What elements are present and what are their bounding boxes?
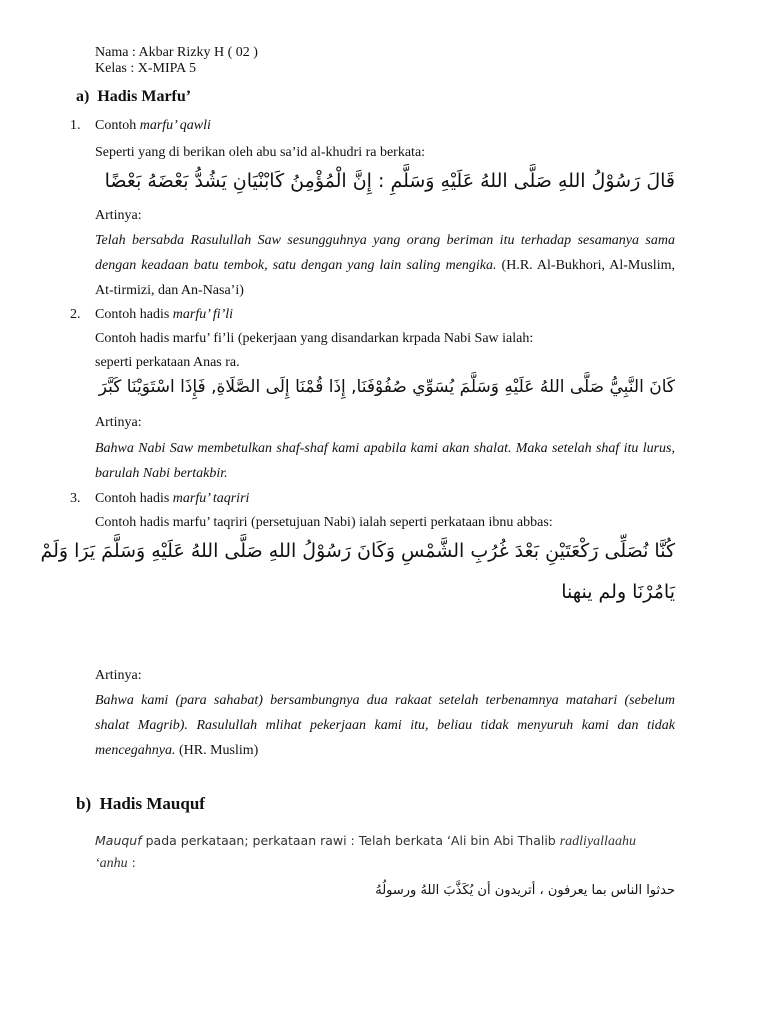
section-a-label: a) [76,88,90,105]
item-2-translation: Bahwa Nabi Saw membetulkan shaf-shaf kami apabila kami akan shalat. Maka setelah shaf itu lurus, barulah Nabi bertakbir. [95,441,675,481]
item-1-intro: Seperti yang di berikan oleh abu sa’id al-khudri ra berkata: [95,145,426,160]
section-b-title: Hadis Mauquf [99,794,205,813]
item-3-prefix: Contoh hadis [95,491,173,506]
item-2-artinya-label: Artinya: [95,415,142,430]
item-2-line1: Contoh hadis marfu’ fi’li (pekerjaan yang disandarkan krpada Nabi Saw ialah: [95,331,534,346]
item-2-arabic: كَانَ النَّبِيُّ صَلَّى اللهُ عَلَيْهِ وَسَلَّمَ يُسَوِّي صُفُوْفَنَا, إِذَا قُمْنَا إِلَى الصَّلَاةِ, فَإِذَا اسْتَوَيْنَا كَبَّرَ [98,377,675,397]
item-1-translation [95,228,675,303]
item-2-number: 2. [70,307,81,322]
student-class: Kelas : X-MIPA 5 [95,61,196,76]
item-3-translation-ref: (HR. Muslim) [175,743,259,758]
section-b-intro-italic: radliyallaahu [559,834,636,849]
section-b-arabic: حدثوا الناس بما يعرفون ، أتريدون أن يُكَذَّبَ اللهُ ورسولُهُ [375,883,675,898]
section-a-heading [76,89,191,105]
item-3-line1: Contoh hadis marfu’ taqriri (persetujuan Nabi) ialah seperti perkataan ibnu abbas: [95,515,553,530]
item-2-term: marfu’ fi’li [172,307,234,322]
item-2-prefix: Contoh hadis [95,307,173,322]
item-1-prefix: Contoh [95,118,140,133]
section-b-intro-line2-italic: ‘anhu [95,856,128,871]
section-b-intro-mid: pada perkataan; perkataan rawi : Telah berkata ‘Ali bin Abi Thalib [141,833,560,848]
item-1-arabic: قَالَ رَسُوْلُ اللهِ صَلَّى اللهُ عَلَيْهِ وَسَلَّمِ : إِنَّ الْمُؤْمِنُ كَابْنْيَانِ يَشُدُّ بَعْضَهُ بَعْضًا [104,170,675,192]
section-a-title: Hadis Marfu’ [97,88,192,105]
item-1-translation-text: Telah bersabda Rasulullah Saw sesungguhnya yang orang beriman itu terhadap sesamanya sama dengan keadaan batu tembok, satu dengan yang lain saling mengika. [95,233,675,273]
student-name: Nama : Akbar Rizky H ( 02 ) [95,45,258,60]
item-1-artinya-label: Artinya: [95,208,142,223]
section-b-intro-line2 [95,855,136,872]
item-3-term: marfu’ taqriri [172,491,250,506]
item-1-term: marfu’ qawli [139,118,211,133]
item-3-arabic-line1: كُنَّا نُصَلِّى رَكْعَتَيْنِ بَعْدَ غُرُبِ الشَّمْسِ وَكَانَ رَسُوْلُ اللهِ صَلَّى اللهُ عَلَيْهِ وَسَلَّمَ يَرَا وَلَمْ [40,540,675,562]
section-b-term: Mauquf [95,833,142,848]
section-b-label: b) [76,794,92,813]
item-3-translation [95,688,675,763]
item-2-heading [95,307,233,323]
item-2-line2: seperti perkataan Anas ra. [95,355,240,370]
section-b-heading [76,796,205,812]
item-1-number: 1. [70,118,81,133]
item-3-translation-text: Bahwa kami (para sahabat) bersambungnya dua rakaat setelah terbenamnya matahari (sebelum shalat Magrib). Rasulullah mlihat pekerjaan kami itu, beliau tidak menyuruh kami dan tidak mencegahnya. [95,693,675,758]
item-3-arabic-line2: يَامُرْنَا ولم ينهنا [561,581,675,603]
section-b-intro-line1 [95,833,636,850]
item-3-artinya-label: Artinya: [95,668,142,683]
section-b-intro-line2-rest: : [127,855,136,870]
item-1-heading [95,118,211,134]
item-3-number: 3. [70,491,81,506]
item-1-translation-ref: (H.R. Al-Bukhori, Al-Muslim, At-tirmizi, dan An-Nasa’i) [95,258,675,298]
item-3-heading [95,491,249,507]
